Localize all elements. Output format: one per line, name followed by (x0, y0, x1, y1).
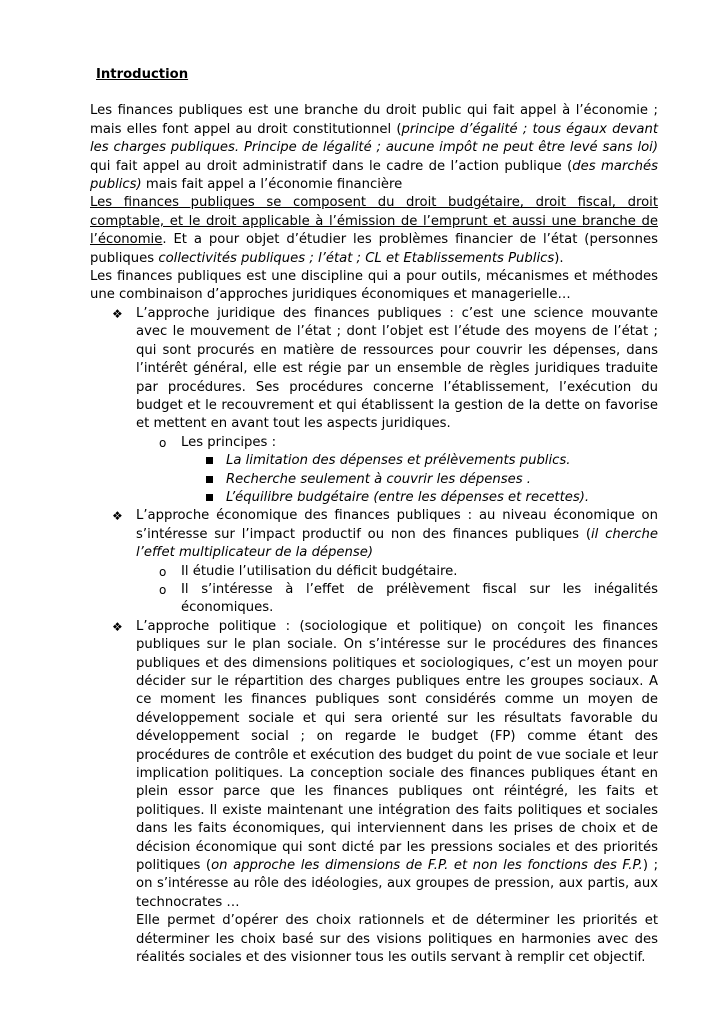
principle-item-text: L’équilibre budgétaire (entre les dépenses et recettes). (226, 489, 590, 505)
diamond-bullet-icon: ❖ (112, 619, 123, 634)
bullet-juridique-text: L’approche juridique des finances publiques : c’est une science mouvante avec le mouvement de l’état ; dont l’objet est l’étude des moyens de l’état ; qui sont procurés en matière de ressources pour couvrir les dépenses, dans l’intérêt général, elle est régie par un ensemble de règles juridiques traduite par procédures. Ses procédures concerne l’établissement, l’exécution du budget et le recouvrement et qui établissent la gestion de la dette on favorise et mettent en avant tout les aspects juridiques. (136, 305, 658, 432)
p1-text-d: des marchés publics) (90, 158, 658, 193)
bullet-politique (90, 618, 658, 913)
bullet-pol-text-b: on approche les dimensions de F.P. et non les fonctions des F.P. (211, 858, 643, 874)
principle-item-text: La limitation des dépenses et prélèvements publics. (226, 453, 571, 469)
diamond-bullet-icon: ❖ (112, 306, 123, 321)
p1-text-b: principe d’égalité ; tous égaux devant les charges publiques. Principe de légalité ; aucune impôt ne peut être levé sans loi) (90, 121, 658, 156)
sub-bullet-eco (90, 563, 658, 581)
sub-bullet-principes-text: Les principes : (181, 434, 277, 450)
p2-text-b: . Et a pour objet d’étudier les problèmes financier de l’état (personnes publiques (90, 232, 658, 266)
bullet-pol-text-a: L’approche politique : (sociologique et politique) on conçoit les finances publiques sur le plan sociale. On s’intéresse sur le procédures des finances publiques et des dimensions politiques et sociologiques, c’est un moyen pour décider sur le répartition des charges publiques entre les groupes sociaux. A ce moment les finances publiques sont considérés comme un moyen de développement sociale et qui sera orienté sur les résultats favorable du développement social ; on regarde le budget (FP) comme étant des procédures de contrôle et exécution des budget du point de vue sociale et leur implication politiques. La conception sociale des finances publiques étant en plein essor parce que les finances publiques ont réintégré, les faits et politiques. Il existe maintenant une intégration des faits politiques et sociales dans les faits économiques, qui interviennent dans les prises de choix et de décision économique qui sont dicté par les pressions sociales et des priorités politiques ( (136, 618, 658, 874)
intro-paragraph-1 (90, 102, 658, 194)
principle-item (90, 452, 658, 470)
bullet-juridique (90, 305, 658, 434)
principle-item (90, 489, 658, 507)
circle-bullet-icon: o (159, 564, 167, 579)
bullet-eco-text-b: il cherche l’effet multiplicateur de la dépense) (136, 526, 658, 561)
diamond-bullet-icon: ❖ (112, 509, 123, 524)
circle-bullet-icon: o (159, 435, 167, 450)
sub-bullet-eco (90, 581, 658, 618)
p1-text-a: Les finances publiques est une branche du droit public qui fait appel à l’économie ; mais elles font appel au droit constitutionnel ( (90, 103, 658, 137)
intro-paragraph-3: Les finances publiques est une discipline qui a pour outils, mécanismes et méthodes une combinaison d’approches juridiques économiques et managerielle… (90, 269, 658, 303)
bullet-economique (90, 507, 658, 562)
section-heading: Introduction (96, 67, 189, 82)
p2-text-c: collectivités publiques ; l’état ; CL et Etablissements Publics (158, 250, 555, 266)
p1-text-c: qui fait appel au droit administratif dans le cadre de l’action publique ( (90, 158, 573, 174)
bullet-pol-text-c: ) ; on s’intéresse au rôle des idéologies, aux groupes de pression, aux partis, aux technocrates … (136, 858, 659, 910)
bullet-eco-text-a: L’approche économique des finances publiques : au niveau économique on s’intéresse sur l’impact productif ou non des finances publiques ( (136, 508, 658, 542)
square-bullet-icon (206, 494, 213, 501)
p2-text-a: Les finances publiques se composent du droit budgétaire, droit fiscal, droit comptable, et le droit applicable à l’émission de l’emprunt et aussi une branche de l’économie (90, 195, 658, 248)
p2-text-d: ). (554, 250, 564, 266)
sub-bullet-principes (90, 434, 658, 452)
square-bullet-icon (206, 476, 213, 483)
intro-paragraph-2 (90, 194, 658, 268)
politique-closing-paragraph: Elle permet d’opérer des choix rationnels et de déterminer les priorités et déterminer les choix basé sur des visions politiques en harmonies avec des réalités sociales et des visionner tous les outils servant à remplir cet objectif. (136, 913, 658, 966)
principle-item-text: Recherche seulement à couvrir les dépenses . (226, 471, 531, 487)
p1-text-e: mais fait appel a l’économie financière (141, 177, 403, 193)
sub-bullet-eco-text: Il étudie l’utilisation du déficit budgétaire. (181, 563, 458, 579)
circle-bullet-icon: o (159, 582, 167, 597)
principle-item (90, 471, 658, 489)
document-page (90, 66, 658, 968)
square-bullet-icon (206, 457, 213, 464)
sub-bullet-eco-text: Il s’intéresse à l’effet de prélèvement fiscal sur les inégalités économiques. (181, 581, 658, 616)
